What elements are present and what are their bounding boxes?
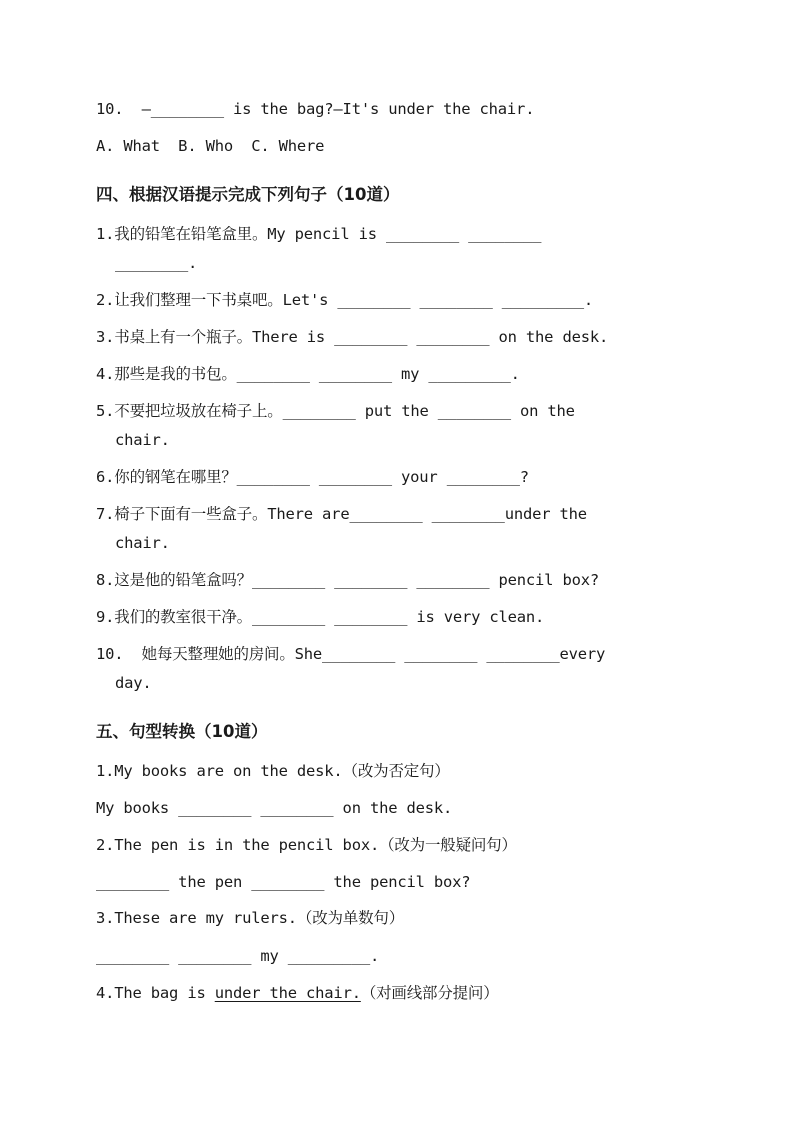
s5-item-3-prompt: 3.These are my rulers.（改为单数句） [96, 909, 404, 927]
s4-item-9: 9.我们的教室很干净。________ ________ is very clean. [96, 608, 545, 626]
s4-item-7-line1: 7.椅子下面有一些盒子。There are________ ________under the [96, 505, 587, 523]
s4-item-7-line2: chair. [115, 534, 170, 552]
s5-item-4-instruction: （对画线部分提问） [360, 984, 499, 1002]
s4-item-5-line2: chair. [115, 431, 170, 449]
s5-item-4-underlined-phrase: under the chair. [214, 984, 361, 1002]
s4-item-10-line1: 10. 她每天整理她的房间。She________ ________ ________every [96, 645, 606, 663]
s4-item-1-line2: ________. [115, 254, 198, 272]
section-4-heading: 四、根据汉语提示完成下列句子（10道） [96, 185, 400, 204]
s5-item-3-answer: ________ ________ my _________. [96, 947, 380, 965]
s4-item-4: 4.那些是我的书包。________ ________ my _________. [96, 365, 520, 383]
s4-item-10-line2: day. [115, 674, 152, 692]
s4-item-5-line1: 5.不要把垃圾放在椅子上。________ put the ________ on the [96, 402, 575, 420]
s5-item-1-answer: My books ________ ________ on the desk. [96, 799, 453, 817]
s4-item-2: 2.让我们整理一下书桌吧。Let's ________ ________ _________. [96, 291, 594, 309]
s4-item-1-line1: 1.我的铅笔在铅笔盒里。My pencil is ________ ________ [96, 225, 542, 243]
s5-item-4-prompt [96, 983, 499, 1003]
question-10-options: A. What B. Who C. Where [96, 137, 325, 155]
question-10-stem: 10. —________ is the bag?—It's under the chair. [96, 100, 535, 118]
s5-item-2-answer: ________ the pen ________ the pencil box? [96, 873, 471, 891]
section-5-heading: 五、句型转换（10道） [96, 722, 268, 741]
s5-item-4-prefix: 4.The bag is [96, 984, 215, 1002]
s4-item-3: 3.书桌上有一个瓶子。There is ________ ________ on the desk. [96, 328, 609, 346]
s5-item-1-prompt: 1.My books are on the desk.（改为否定句） [96, 762, 450, 780]
s4-item-6: 6.你的钢笔在哪里？________ ________ your ________? [96, 468, 529, 486]
s4-item-8: 8.这是他的铅笔盒吗？________ ________ ________ pencil box? [96, 571, 599, 589]
s5-item-2-prompt: 2.The pen is in the pencil box.（改为一般疑问句） [96, 836, 517, 854]
